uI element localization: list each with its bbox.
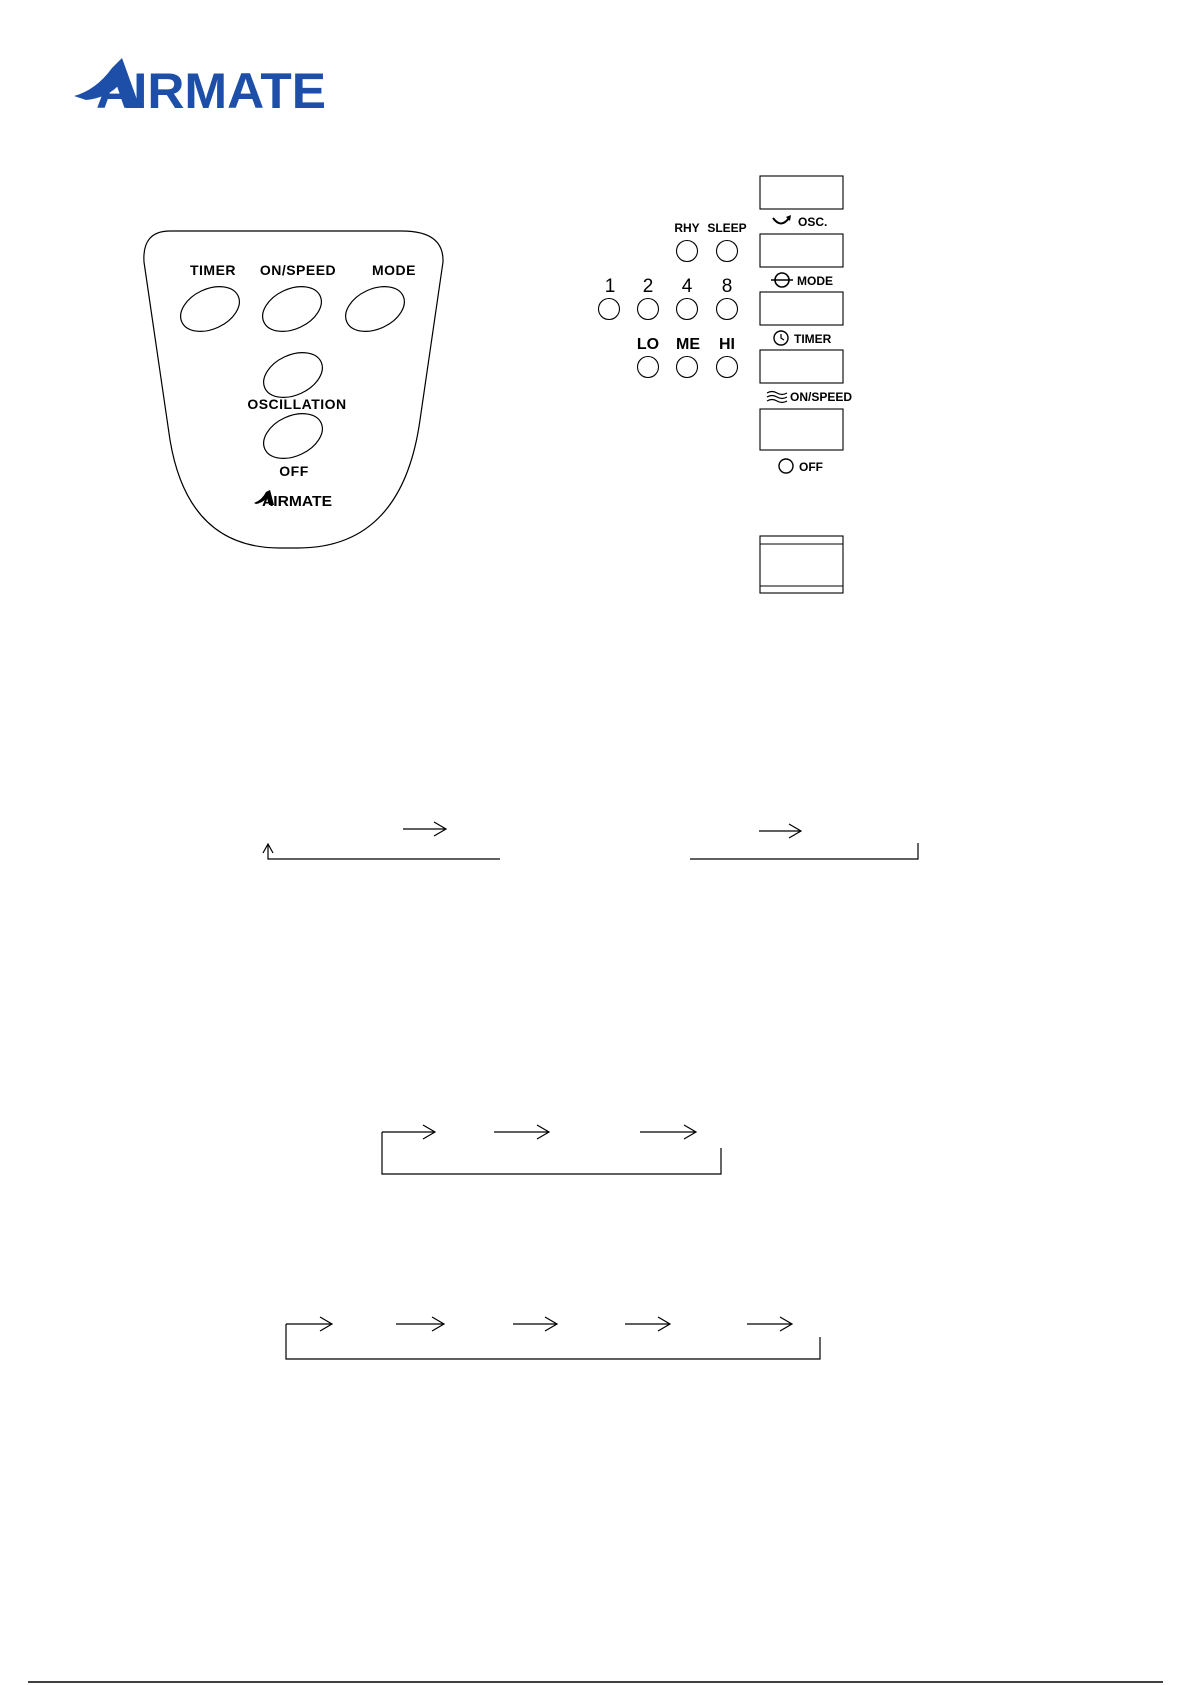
logo-wordmark: AIRMATE (96, 63, 326, 119)
panel-mode-button[interactable] (760, 234, 843, 267)
panel-mode-label: MODE (797, 274, 833, 288)
flow-2-loop (382, 1132, 721, 1174)
indicator-label-timer-8: 8 (721, 276, 733, 297)
panel-receiver-window (760, 536, 843, 593)
panel-off-label: OFF (799, 460, 823, 474)
flow-3-loop (286, 1324, 820, 1359)
remote-mode-label: MODE (372, 262, 416, 278)
mode-icon (771, 273, 793, 287)
flow-diagram-2 (382, 1125, 721, 1174)
control-panel-indicators (599, 221, 747, 378)
flow-3-arrow-5 (747, 1317, 792, 1331)
panel-timer-button[interactable] (760, 292, 843, 325)
indicator-led-lo (638, 357, 659, 378)
flow-3-arrow-3 (513, 1317, 557, 1331)
power-circle-icon (779, 459, 793, 473)
remote-on-speed-label: ON/SPEED (259, 262, 337, 278)
flow-1-loop-right (690, 843, 918, 859)
flow-3-arrow-4 (625, 1317, 670, 1331)
panel-off-button[interactable] (760, 409, 843, 450)
clock-icon (774, 331, 788, 345)
panel-osc-button[interactable] (760, 176, 843, 209)
indicator-label-timer-4: 4 (681, 276, 693, 297)
panel-timer-label: TIMER (794, 332, 832, 346)
remote-control (144, 231, 443, 548)
indicator-led-rhy (677, 241, 698, 262)
remote-off-button[interactable] (256, 405, 329, 467)
indicator-led-timer-2 (638, 299, 659, 320)
oscillation-icon (773, 218, 789, 224)
flow-2-arrow-1 (382, 1125, 435, 1139)
indicator-label-timer-2: 2 (642, 276, 654, 297)
indicator-label-sleep: SLEEP (707, 221, 747, 235)
indicator-led-timer-1 (599, 299, 620, 320)
flow-1-arrow-1 (403, 822, 446, 836)
flow-1-loop-left (268, 845, 500, 859)
airmate-logo (74, 58, 326, 119)
indicator-led-timer-8 (717, 299, 738, 320)
indicator-led-sleep (717, 241, 738, 262)
wind-icon (767, 392, 787, 403)
remote-mode-button[interactable] (338, 278, 411, 340)
indicator-label-rhy: RHY (674, 221, 700, 235)
panel-on-speed-label: ON/SPEED (790, 390, 853, 404)
control-panel-buttons (760, 176, 852, 593)
indicator-led-timer-4 (677, 299, 698, 320)
flow-diagram-1 (263, 822, 918, 859)
flow-3-arrow-2 (396, 1317, 444, 1331)
remote-on-speed-button[interactable] (255, 278, 328, 340)
panel-osc-label: OSC. (798, 215, 828, 229)
remote-timer-button[interactable] (173, 278, 246, 340)
indicator-label-hi: HI (719, 336, 735, 353)
indicator-label-timer-1: 1 (604, 276, 616, 297)
remote-timer-label: TIMER (189, 262, 237, 278)
remote-brand-wordmark: AIRMATE (262, 493, 332, 510)
indicator-label-lo: LO (636, 336, 660, 353)
flow-3-arrow-1 (286, 1317, 332, 1331)
indicator-led-me (677, 357, 698, 378)
indicator-led-hi (717, 357, 738, 378)
flow-diagram-3 (286, 1317, 820, 1359)
remote-oscillation-label: OSCILLATION (247, 396, 347, 412)
flow-2-arrow-3 (640, 1125, 696, 1139)
flow-2-arrow-2 (494, 1125, 549, 1139)
indicator-label-me: ME (676, 336, 700, 353)
remote-brand-logo (254, 490, 332, 510)
remote-off-label: OFF (279, 463, 309, 479)
flow-1-arrow-2 (759, 824, 801, 838)
panel-on-speed-button[interactable] (760, 350, 843, 383)
